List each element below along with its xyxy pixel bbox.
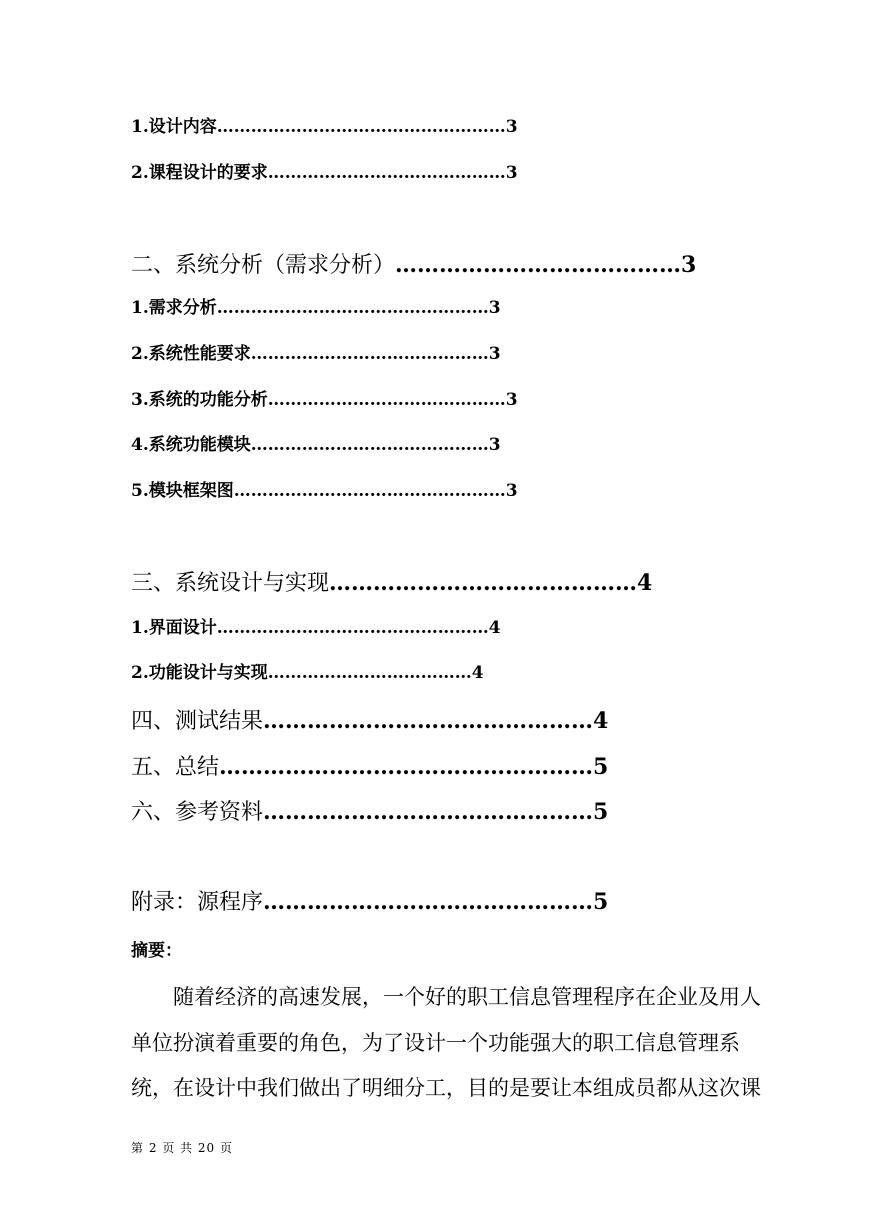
toc-entry: [131, 346, 501, 363]
toc-entry: [131, 620, 501, 637]
toc-page: 4: [593, 708, 609, 734]
toc-page: 3: [505, 390, 518, 410]
toc-leader: ………………………………: [267, 663, 472, 683]
toc-leader: ………………………………………: [263, 708, 594, 734]
toc-leader: ………………………………………: [263, 889, 594, 915]
toc-page: 3: [488, 344, 501, 364]
toc-leader: ……………………………………: [267, 163, 506, 183]
toc-page: 3: [505, 117, 518, 137]
toc-entry: [131, 710, 608, 733]
toc-leader: ……………………………………: [250, 344, 489, 364]
toc-label: 1.界面设计: [131, 618, 217, 638]
toc-page: 5: [593, 754, 609, 780]
toc-entry: [131, 437, 501, 454]
toc-entry: [131, 119, 518, 136]
toc-page: 3: [505, 481, 518, 501]
toc-leader: ……………………………………: [267, 390, 506, 410]
toc-entry: [131, 300, 501, 317]
toc-label: 四、测试结果: [131, 709, 264, 734]
toc-leader: …………………………………………: [216, 618, 489, 638]
toc-page: 3: [488, 435, 501, 455]
toc-label: 4.系统功能模块: [131, 435, 251, 455]
toc-page: 4: [471, 663, 484, 683]
abstract-line: 随着经济的高速发展，一个好的职工信息管理程序在企业及用人: [173, 985, 761, 1009]
toc-label: 2.课程设计的要求: [131, 163, 268, 183]
toc-label: 3.系统的功能分析: [131, 390, 268, 410]
abstract-title: 摘要：: [131, 941, 182, 961]
page-footer: 第 2 页 共 20 页: [131, 1141, 233, 1155]
toc-label: 二、系统分析（需求分析）: [131, 253, 396, 278]
toc-entry: [131, 165, 518, 182]
toc-page: 4: [637, 570, 653, 596]
toc-page: 5: [593, 889, 609, 915]
toc-label: 5.模块框架图: [131, 481, 234, 501]
toc-entry: [131, 392, 518, 409]
toc-leader: …………………………………………: [216, 298, 489, 318]
toc-leader: ……………………………………………: [219, 754, 594, 780]
toc-label: 六、参考资料: [131, 800, 264, 825]
toc-leader: ……………………………………………: [216, 117, 506, 137]
toc-leader: ……………………………………: [329, 570, 638, 596]
abstract-line: 单位扮演着重要的角色，为了设计一个功能强大的职工信息管理系: [131, 1031, 740, 1055]
toc-entry: [131, 801, 608, 824]
toc-page: 4: [488, 618, 501, 638]
toc-page: 3: [488, 298, 501, 318]
toc-page: 3: [681, 252, 697, 278]
toc-entry: [131, 572, 652, 595]
toc-leader: ………………………………………: [263, 799, 594, 825]
toc-label: 1.设计内容: [131, 117, 217, 137]
toc-label: 1.需求分析: [131, 298, 217, 318]
toc-label: 2.系统性能要求: [131, 344, 251, 364]
toc-entry: [131, 254, 696, 277]
toc-leader: …………………………………………: [233, 481, 506, 501]
toc-label: 五、总结: [131, 755, 220, 780]
toc-page: 5: [593, 799, 609, 825]
toc-entry: [131, 483, 518, 500]
toc-entry: [131, 665, 484, 682]
toc-label: 附录：源程序: [131, 890, 264, 915]
toc-page: 3: [505, 163, 518, 183]
toc-leader: …………………………………: [395, 252, 682, 278]
abstract-line: 统，在设计中我们做出了明细分工，目的是要让本组成员都从这次课: [131, 1076, 761, 1100]
toc-label: 三、系统设计与实现: [131, 571, 330, 596]
toc-entry: [131, 891, 608, 914]
toc-entry: [131, 756, 608, 779]
toc-leader: ……………………………………: [250, 435, 489, 455]
toc-label: 2.功能设计与实现: [131, 663, 268, 683]
